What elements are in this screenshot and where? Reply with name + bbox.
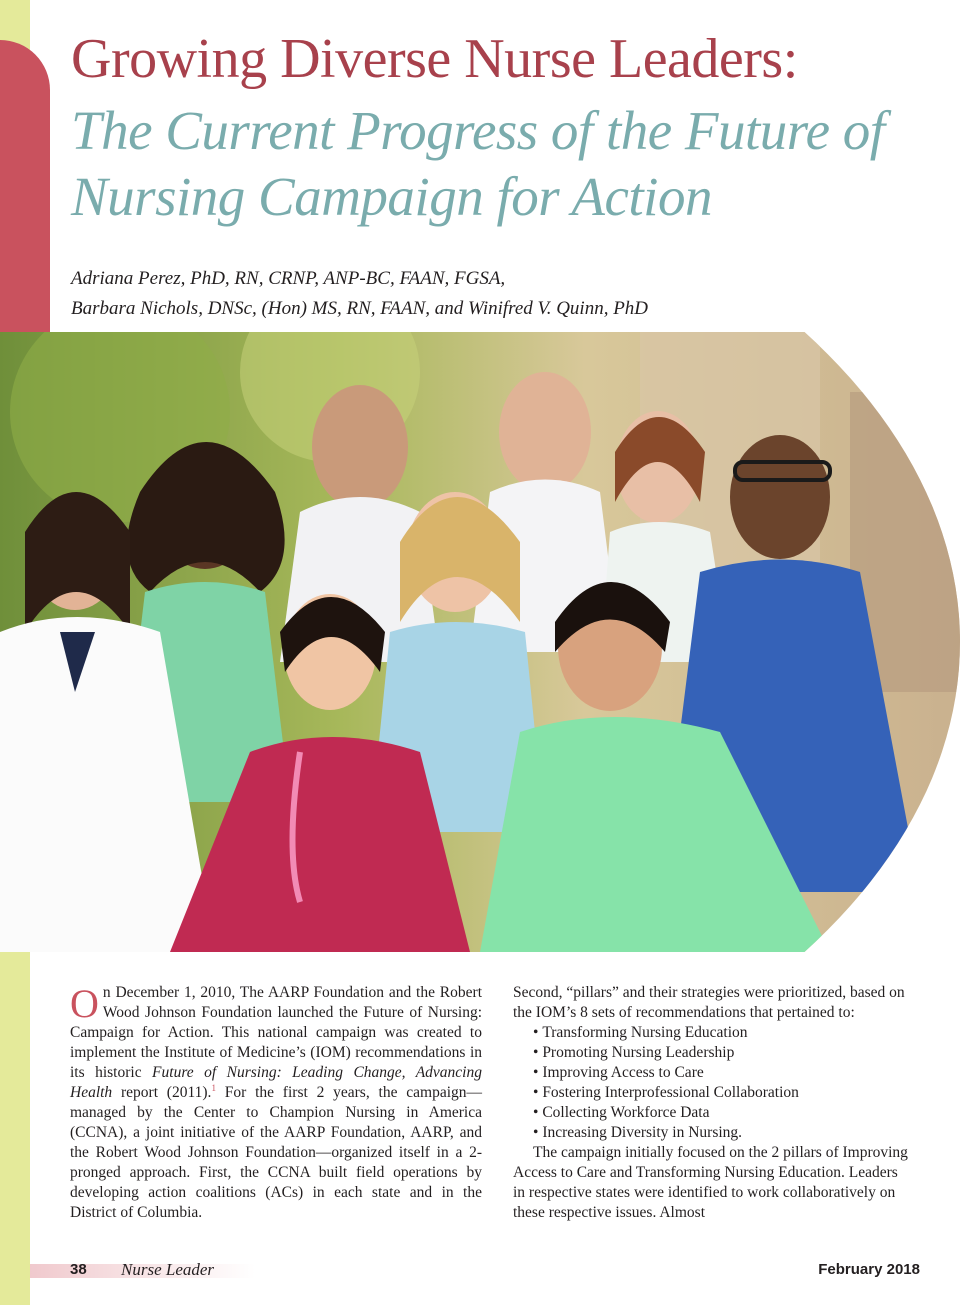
body-paragraph-3: The campaign initially focused on the 2 pillars of Improving Access to Care and Transforming Nursing Education. Leaders in respective states were identified to work collaboratively on these respective issues. Almost [513,1144,908,1221]
author-line-2: Barbara Nichols, DNSc, (Hon) MS, RN, FAAN, and Winifred V. Quinn, PhD [71,298,649,319]
body-column-right [513,983,913,1223]
body-paragraph-2: Second, “pillars” and their strategies were prioritized, based on the IOM’s 8 sets of recommendations that pertained to: [513,984,905,1021]
reference-1-link[interactable]: 1 [211,1082,216,1093]
article-title: Growing Diverse Nurse Leaders: [71,28,798,90]
page-number: 38 [70,1261,87,1278]
list-item: • Collecting Workforce Data [533,1103,913,1123]
body-column-left [70,983,482,1223]
list-item: • Increasing Diversity in Nursing. [533,1123,913,1143]
list-item: • Transforming Nursing Education [533,1023,913,1043]
report-title: Future of Nursing: Leading Change, Advancing Health [70,1064,482,1101]
author-byline [71,264,648,324]
article-subtitle: The Current Progress of the Future of Nursing Campaign for Action [71,100,885,227]
body-paragraph-1: On December 1, 2010, The AARP Foundation and the Robert Wood Johnson Foundation launched the Future of Nursing: Campaign for Action. This national campaign was created to implement the Institute of Medicine’s (IOM) recommendations in its historic Future of Nursing: Leading Change, Advancing Health report (2011).$^1$ For the first 2 years, the campaign—managed by the Center to Champion Nursing in America (CCNA), a joint initiative of the AARP Foundation, AARP, and the Robert Wood Johnson Foundation—organized itself in a 2-pronged approach. First, the CCNA built field operations by developing action coalitions (ACs) in each state and in the District of Columbia. [70,981,483,1221]
group-of-nurses-photo [0,332,975,952]
drop-cap: O [70,981,99,1026]
photo-illustration [0,332,975,952]
journal-name: Nurse Leader [121,1260,215,1279]
list-item: • Promoting Nursing Leadership [533,1043,913,1063]
list-item: • Improving Access to Care [533,1063,913,1083]
pillars-list [513,1023,913,1143]
decorative-pink-tab [0,40,50,332]
issue-date: February 2018 [818,1261,920,1278]
author-line-1: Adriana Perez, PhD, RN, CRNP, ANP-BC, FAAN, FGSA, [71,268,506,289]
list-item: • Fostering Interprofessional Collaboration [533,1083,913,1103]
